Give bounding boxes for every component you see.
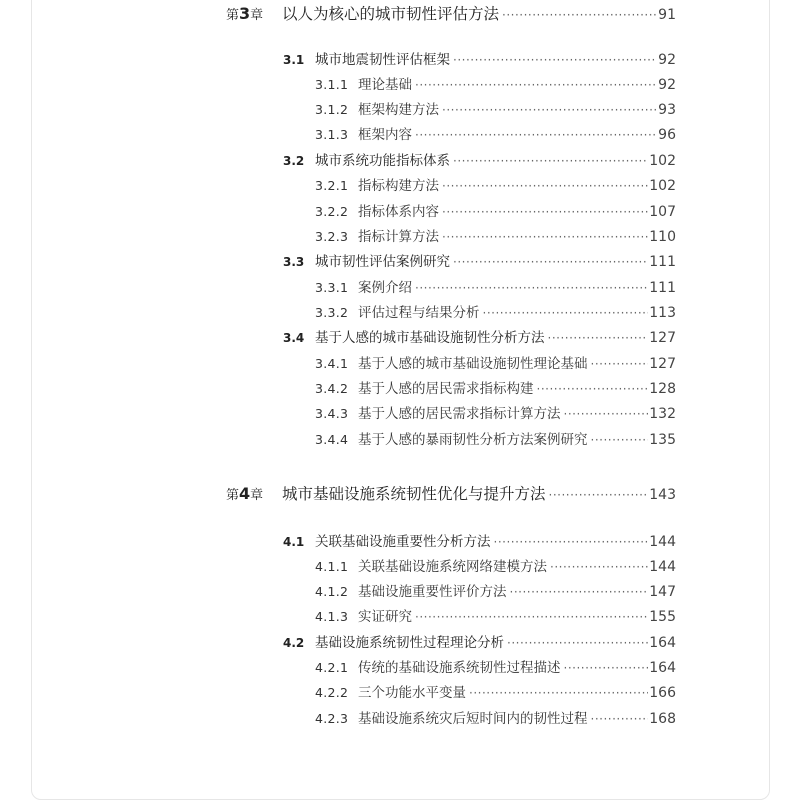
section-number: 3.2 — [283, 154, 305, 168]
dot-leader — [507, 636, 648, 650]
section-title: 基础设施系统韧性过程理论分析 — [315, 635, 504, 651]
page-number: 143 — [649, 487, 676, 503]
subsection-entry[interactable] — [315, 73, 676, 93]
section-number: 3.4 — [283, 331, 305, 345]
toc-page — [31, 0, 770, 800]
dot-leader — [549, 488, 649, 502]
page-number: 93 — [658, 102, 676, 118]
page-number: 92 — [658, 77, 676, 93]
section-title: 城市系统功能指标体系 — [315, 153, 450, 169]
subsection-number: 4.1.2 — [315, 584, 349, 599]
chapter-entry[interactable] — [226, 2, 676, 24]
subsection-entry[interactable] — [315, 377, 676, 397]
dot-leader — [591, 433, 649, 447]
page-number: 155 — [649, 609, 676, 625]
page-number: 127 — [649, 356, 676, 372]
subsection-number: 3.2.2 — [315, 204, 349, 219]
subsection-number: 3.2.3 — [315, 229, 349, 244]
chapter-title: 城市基础设施系统韧性优化与提升方法 — [282, 485, 546, 503]
subsection-number: 3.2.1 — [315, 178, 349, 193]
subsection-number: 4.1.1 — [315, 559, 349, 574]
subsection-number: 3.4.4 — [315, 432, 349, 447]
section-number: 3.1 — [283, 53, 305, 67]
subsection-number: 3.3.1 — [315, 280, 349, 295]
page-number: 168 — [649, 711, 676, 727]
subsection-entry[interactable] — [315, 200, 676, 220]
page-number: 113 — [649, 305, 676, 321]
page-number: 111 — [649, 280, 676, 296]
chapter-title: 以人为核心的城市韧性评估方法 — [282, 5, 500, 23]
chapter-entry[interactable] — [226, 482, 676, 504]
section-number: 4.1 — [283, 535, 305, 549]
subsection-entry[interactable] — [315, 555, 676, 575]
subsection-entry[interactable] — [315, 656, 676, 676]
subsection-entry[interactable] — [315, 301, 676, 321]
section-entry[interactable] — [283, 250, 676, 270]
subsection-number: 3.1.1 — [315, 77, 349, 92]
subsection-title: 基于人感的居民需求指标计算方法 — [358, 406, 561, 422]
page-number: 164 — [649, 635, 676, 651]
dot-leader — [415, 281, 648, 295]
dot-leader — [453, 53, 657, 67]
dot-leader — [502, 8, 657, 22]
dot-leader — [564, 407, 649, 421]
section-number: 3.3 — [283, 255, 305, 269]
subsection-entry[interactable] — [315, 580, 676, 600]
section-entry[interactable] — [283, 326, 676, 346]
chapter-number: 第4章 — [226, 484, 264, 503]
subsection-number: 3.3.2 — [315, 305, 349, 320]
dot-leader — [564, 661, 649, 675]
page-number: 132 — [649, 406, 676, 422]
dot-leader — [453, 255, 648, 269]
subsection-entry[interactable] — [315, 352, 676, 372]
subsection-title: 基于人感的城市基础设施韧性理论基础 — [358, 356, 588, 372]
subsection-entry[interactable] — [315, 174, 676, 194]
page-number: 164 — [649, 660, 676, 676]
subsection-title: 关联基础设施系统网络建模方法 — [358, 559, 547, 575]
page-number: 144 — [649, 534, 676, 550]
section-title: 关联基础设施重要性分析方法 — [315, 534, 491, 550]
subsection-entry[interactable] — [315, 707, 676, 727]
subsection-title: 基于人感的暴雨韧性分析方法案例研究 — [358, 432, 588, 448]
subsection-number: 3.4.3 — [315, 406, 349, 421]
dot-leader — [442, 103, 657, 117]
page-number: 110 — [649, 229, 676, 245]
dot-leader — [415, 128, 657, 142]
subsection-number: 4.2.3 — [315, 711, 349, 726]
section-entry[interactable] — [283, 530, 676, 550]
subsection-title: 基于人感的居民需求指标构建 — [358, 381, 534, 397]
subsection-entry[interactable] — [315, 123, 676, 143]
section-title: 城市地震韧性评估框架 — [315, 52, 450, 68]
dot-leader — [494, 535, 649, 549]
dot-leader — [591, 712, 649, 726]
dot-leader — [537, 382, 649, 396]
subsection-number: 3.1.2 — [315, 102, 349, 117]
page-number: 127 — [649, 330, 676, 346]
subsection-entry[interactable] — [315, 428, 676, 448]
subsection-title: 框架构建方法 — [358, 102, 439, 118]
subsection-entry[interactable] — [315, 225, 676, 245]
section-number: 4.2 — [283, 636, 305, 650]
section-entry[interactable] — [283, 631, 676, 651]
dot-leader — [510, 585, 649, 599]
dot-leader — [483, 306, 649, 320]
subsection-title: 基础设施重要性评价方法 — [358, 584, 507, 600]
subsection-title: 框架内容 — [358, 127, 412, 143]
subsection-entry[interactable] — [315, 98, 676, 118]
dot-leader — [548, 331, 649, 345]
subsection-title: 三个功能水平变量 — [358, 685, 466, 701]
dot-leader — [442, 179, 648, 193]
dot-leader — [591, 357, 649, 371]
subsection-entry[interactable] — [315, 276, 676, 296]
subsection-title: 评估过程与结果分析 — [358, 305, 480, 321]
page-number: 96 — [658, 127, 676, 143]
subsection-title: 理论基础 — [358, 77, 412, 93]
page-number: 166 — [649, 685, 676, 701]
page-number: 92 — [658, 52, 676, 68]
dot-leader — [469, 686, 648, 700]
page-number: 102 — [649, 153, 676, 169]
subsection-title: 指标体系内容 — [358, 204, 439, 220]
dot-leader — [550, 560, 648, 574]
subsection-entry[interactable] — [315, 681, 676, 701]
subsection-number: 3.1.3 — [315, 127, 349, 142]
subsection-title: 实证研究 — [358, 609, 412, 625]
subsection-title: 指标计算方法 — [358, 229, 439, 245]
page-number: 107 — [649, 204, 676, 220]
page-number: 102 — [649, 178, 676, 194]
subsection-number: 3.4.2 — [315, 381, 349, 396]
page-number: 135 — [649, 432, 676, 448]
subsection-entry[interactable] — [315, 605, 676, 625]
dot-leader — [453, 154, 648, 168]
chapter-number: 第3章 — [226, 4, 264, 23]
dot-leader — [415, 610, 648, 624]
section-entry[interactable] — [283, 48, 676, 68]
subsection-title: 传统的基础设施系统韧性过程描述 — [358, 660, 561, 676]
subsection-title: 指标构建方法 — [358, 178, 439, 194]
section-entry[interactable] — [283, 149, 676, 169]
subsection-title: 案例介绍 — [358, 280, 412, 296]
page-number: 111 — [649, 254, 676, 270]
page-number: 144 — [649, 559, 676, 575]
dot-leader — [415, 78, 657, 92]
dot-leader — [442, 205, 648, 219]
page-number: 91 — [658, 7, 676, 23]
section-title: 基于人感的城市基础设施韧性分析方法 — [315, 330, 545, 346]
page-number: 128 — [649, 381, 676, 397]
section-title: 城市韧性评估案例研究 — [315, 254, 450, 270]
dot-leader — [442, 230, 648, 244]
subsection-number: 4.2.1 — [315, 660, 349, 675]
subsection-number: 3.4.1 — [315, 356, 349, 371]
subsection-number: 4.2.2 — [315, 685, 349, 700]
page-number: 147 — [649, 584, 676, 600]
subsection-entry[interactable] — [315, 402, 676, 422]
subsection-number: 4.1.3 — [315, 609, 349, 624]
subsection-title: 基础设施系统灾后短时间内的韧性过程 — [358, 711, 588, 727]
